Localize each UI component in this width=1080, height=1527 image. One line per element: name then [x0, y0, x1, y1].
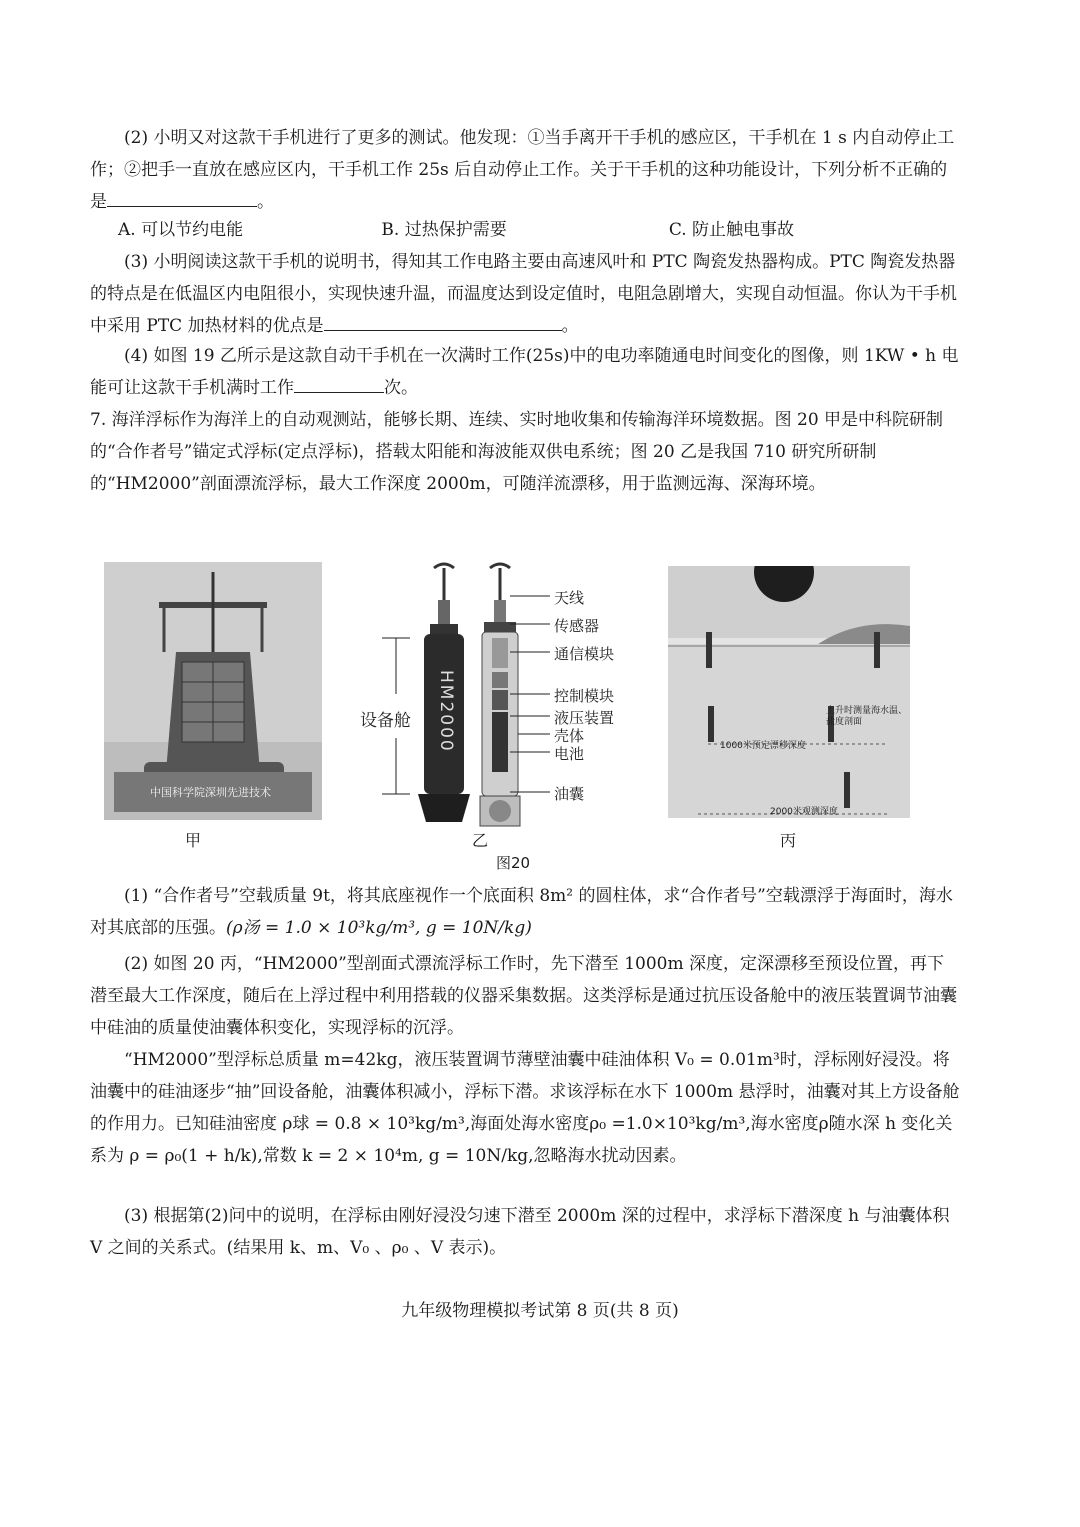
q6-part3-end: 。	[561, 316, 579, 336]
hm2000-label: HM2000	[436, 669, 456, 753]
q6-part2-end: 。	[257, 192, 274, 212]
option-c: C. 防止触电事故	[668, 220, 795, 240]
q7-part2b: “HM2000”型浮标总质量 m=42kg，液压装置调节薄壁油囊中硅油体积 V₀ = 0.01m³时，浮标刚好浸没。将油囊中的硅油逐步“抽”回设备舱，油囊体积减小，浮标下潜。求该浮标在水下 1000m 悬浮时，油囊对其上方设备舱的作用力。已知硅油密度 ρ球 = 0.8 × 10³kg/m³,海面处海水密度ρ₀ =1.0×10³kg/m³,海水密度ρ随水深 h 变化关系为 ρ = ρ₀(1 + h/k),常数 k = 2 × 10⁴m, g = 10N/kg,忽略海水扰动因素。	[90, 1050, 960, 1166]
part-antenna: 天线	[554, 589, 585, 607]
q7-intro: 7. 海洋浮标作为海洋上的自动观测站，能够长期、连续、实时地收集和传输海洋环境数据。图 20 甲是中科院研制的“合作者号”锚定式浮标(定点浮标)，搭载太阳能和海波能双供电系统；图 20 乙是我国 710 研究所研制的“HM2000”剖面漂流浮标，最大工作深度 2000m，可随洋流漂移，用于监测远海、深海环境。	[90, 410, 944, 494]
option-a: A. 可以节约电能	[118, 220, 244, 240]
part-comm-module: 通信模块	[554, 645, 615, 663]
answer-blank[interactable]	[324, 312, 562, 331]
ocean-profile-drawing	[668, 566, 910, 818]
observe-depth-label: 2000米观测深度	[770, 807, 838, 817]
q6-part2-text: (2) 小明又对这款干手机进行了更多的测试。他发现：①当手离开干手机的感应区，干手机在 1 s 内自动停止工作；②把手一直放在感应区内，干手机工作 25s 后自动停止工作。关于干手机的这种功能设计，下列分析不正确的是	[90, 128, 955, 212]
q6-part4-text: (4) 如图 19 乙所示是这款自动干手机在一次满时工作(25s)中的电功率随通电时间变化的图像，则 1KW • h 电能可让这款干手机满时工作	[90, 346, 959, 398]
figure-bing	[668, 566, 910, 818]
figure-jia	[104, 562, 322, 820]
part-shell: 壳体	[554, 727, 585, 745]
q6-part4-end: 次。	[384, 378, 418, 398]
part-oil-bladder: 油囊	[554, 785, 585, 803]
q7-part2a: (2) 如图 20 丙，“HM2000”型剖面式漂流浮标工作时，先下潜至 1000m 深度，定深漂移至预设位置，再下潜至最大工作深度，随后在上浮过程中利用搭载的仪器采集数据。这类浮标是通过抗压设备舱中的液压装置调节油囊中硅油的质量使油囊体积变化，实现浮标的沉浮。	[90, 954, 957, 1038]
device-cabin-label: 设备舱	[360, 711, 411, 731]
q7-part3: (3) 根据第(2)问中的说明，在浮标由刚好浸没匀速下潜至 2000m 深的过程中，求浮标下潜深度 h 与油囊体积 V 之间的关系式。(结果用 k、m、V₀ 、ρ₀ 、V 表示)。	[90, 1206, 950, 1258]
part-sensor: 传感器	[554, 617, 600, 635]
q6-part2	[90, 122, 960, 218]
figure-yi	[360, 560, 640, 830]
q7-part1-text: (1) “合作者号”空载质量 9t，将其底座视作一个底面积 8m² 的圆柱体，求“合作者号”空载漂浮于海面时，海水对其底部的压强。	[90, 886, 953, 938]
q7-part1-formula: (ρ汤 = 1.0 × 10³kg/m³, g = 10N/kg)	[226, 918, 532, 938]
caption-jia: 甲	[185, 831, 202, 850]
answer-blank[interactable]	[107, 188, 257, 207]
buoy-banner-text: 中国科学院深圳先进技术	[150, 786, 271, 799]
drift-depth-label: 1000米预定漂移深度	[720, 741, 806, 751]
page-footer: 九年级物理模拟考试第 8 页(共 8 页)	[401, 1301, 679, 1321]
part-hydraulic: 液压装置	[554, 709, 615, 727]
rise-measure-label: 上升时测量海水温、盐度剖面	[826, 706, 908, 727]
buoy-jia-drawing	[104, 562, 322, 820]
answer-blank[interactable]	[294, 374, 384, 393]
q6-part3-text: (3) 小明阅读这款干手机的说明书，得知其工作电路主要由高速风叶和 PTC 陶瓷发热器构成。PTC 陶瓷发热器的特点是在低温区内电阻很小，实现快速升温，而温度达到设定值时，电阻急剧增大，实现自动恒温。你认为干手机中采用 PTC 加热材料的优点是	[90, 252, 957, 336]
caption-bing: 丙	[780, 831, 797, 850]
part-control-module: 控制模块	[554, 687, 615, 705]
part-battery: 电池	[554, 745, 585, 763]
q7-part1	[90, 880, 960, 944]
q6-options	[118, 214, 958, 246]
caption-yi: 乙	[472, 831, 489, 850]
q6-part3	[90, 246, 960, 342]
q6-part4	[90, 340, 960, 404]
option-b: B. 过热保护需要	[381, 220, 507, 240]
figure-title: 图20	[496, 854, 531, 872]
